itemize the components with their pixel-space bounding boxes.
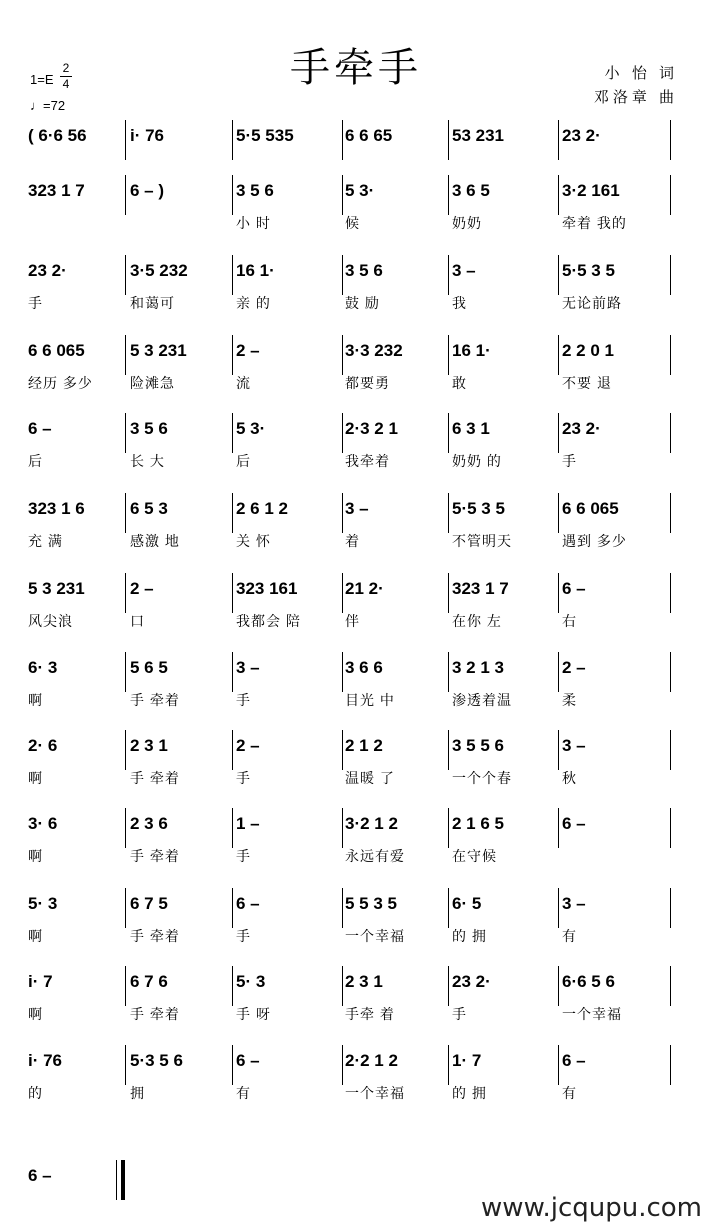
measure-notes: 1· 7 bbox=[452, 1051, 482, 1070]
barline bbox=[448, 966, 449, 1006]
composer-credit: 邓洛章 曲 bbox=[593, 89, 678, 106]
barline bbox=[232, 175, 233, 215]
measure-notes: 6 7 6 bbox=[130, 972, 168, 991]
measure-lyric: 有 bbox=[236, 1085, 251, 1101]
measure-notes: 323 1 7 bbox=[452, 579, 509, 598]
barline bbox=[342, 730, 343, 770]
measure-notes: 6 – bbox=[236, 1051, 260, 1070]
measure-notes: 5·5 3 5 bbox=[452, 499, 505, 518]
measure-lyric: 感激 地 bbox=[130, 533, 180, 549]
measure-lyric: 啊 bbox=[28, 1006, 43, 1022]
measure-notes: 3 5 6 bbox=[236, 181, 274, 200]
measure-lyric: 永远有爱 bbox=[345, 848, 405, 864]
barline bbox=[558, 1045, 559, 1085]
barline bbox=[342, 255, 343, 295]
measure-lyric: 我都会 陪 bbox=[236, 613, 301, 629]
barline bbox=[342, 175, 343, 215]
measure-lyric: 的 bbox=[28, 1085, 43, 1101]
barline bbox=[448, 888, 449, 928]
measure-lyric: 柔 bbox=[562, 692, 577, 708]
measure-notes: 3 – bbox=[236, 658, 260, 677]
measure-notes: 5 3 231 bbox=[28, 579, 85, 598]
measure-lyric: 右 bbox=[562, 613, 577, 629]
measure-notes: 6 3 1 bbox=[452, 419, 490, 438]
measure-notes: 6· 3 bbox=[28, 658, 58, 677]
barline bbox=[558, 966, 559, 1006]
measure-lyric: 温暖 了 bbox=[345, 770, 395, 786]
barline bbox=[125, 335, 126, 375]
measure-lyric: 都要勇 bbox=[345, 375, 390, 391]
measure-lyric: 手 bbox=[236, 692, 251, 708]
barline bbox=[125, 808, 126, 848]
barline bbox=[670, 730, 671, 770]
measure-notes: 2 – bbox=[236, 736, 260, 755]
measure-notes: 23 2· bbox=[562, 419, 601, 438]
measure-lyric: 敢 bbox=[452, 375, 467, 391]
measure-lyric: 长 大 bbox=[130, 453, 165, 469]
measure-lyric: 一个幸福 bbox=[562, 1006, 622, 1022]
barline bbox=[448, 255, 449, 295]
barline bbox=[125, 966, 126, 1006]
measure-notes: 6 – ) bbox=[130, 181, 165, 200]
barline bbox=[232, 1045, 233, 1085]
barline bbox=[558, 730, 559, 770]
measure-lyric: 一个个春 bbox=[452, 770, 512, 786]
barline bbox=[232, 652, 233, 692]
final-barline-thick bbox=[121, 1160, 125, 1200]
measure-lyric: 手 bbox=[236, 928, 251, 944]
measure-notes: 23 2· bbox=[562, 126, 601, 145]
measure-notes: 6 – bbox=[562, 1051, 586, 1070]
measure-lyric: 鼓 励 bbox=[345, 295, 380, 311]
key-signature: 1=E bbox=[30, 72, 54, 87]
barline bbox=[670, 413, 671, 453]
barline bbox=[342, 1045, 343, 1085]
measure-notes: 6 – bbox=[28, 1166, 52, 1185]
barline bbox=[558, 573, 559, 613]
measure-lyric: 遇到 多少 bbox=[562, 533, 627, 549]
barline bbox=[558, 888, 559, 928]
measure-lyric: 手 bbox=[562, 453, 577, 469]
measure-notes: 2· 6 bbox=[28, 736, 58, 755]
measure-notes: 21 2· bbox=[345, 579, 384, 598]
song-title: 手牵手 bbox=[290, 45, 422, 90]
measure-lyric: 手 bbox=[452, 1006, 467, 1022]
measure-lyric: 的 拥 bbox=[452, 928, 487, 944]
measure-notes: 2 6 1 2 bbox=[236, 499, 288, 518]
barline bbox=[232, 888, 233, 928]
measure-notes: 5·5 535 bbox=[236, 126, 294, 145]
measure-lyric: 渗透着温 bbox=[452, 692, 512, 708]
measure-lyric: 在守候 bbox=[452, 848, 497, 864]
barline bbox=[670, 335, 671, 375]
measure-notes: 3 5 6 bbox=[130, 419, 168, 438]
measure-notes: 3·3 232 bbox=[345, 341, 403, 360]
measure-lyric: 牵着 我的 bbox=[562, 215, 627, 231]
measure-lyric: 手 bbox=[236, 770, 251, 786]
measure-notes: 6·6 5 6 bbox=[562, 972, 615, 991]
barline bbox=[448, 120, 449, 160]
barline bbox=[125, 1045, 126, 1085]
measure-notes: 6· 5 bbox=[452, 894, 482, 913]
measure-notes: 3· 6 bbox=[28, 814, 58, 833]
measure-notes: i· 76 bbox=[28, 1051, 63, 1070]
measure-lyric: 关 怀 bbox=[236, 533, 271, 549]
measure-lyric: 手 牵着 bbox=[130, 692, 180, 708]
barline bbox=[342, 966, 343, 1006]
measure-notes: 2·2 1 2 bbox=[345, 1051, 398, 1070]
barline bbox=[232, 808, 233, 848]
barline bbox=[342, 493, 343, 533]
barline bbox=[125, 413, 126, 453]
barline bbox=[448, 1045, 449, 1085]
measure-lyric: 手牵 着 bbox=[345, 1006, 395, 1022]
barline bbox=[670, 573, 671, 613]
barline bbox=[670, 175, 671, 215]
measure-notes: 6 6 65 bbox=[345, 126, 393, 145]
barline bbox=[232, 120, 233, 160]
measure-notes: 3 – bbox=[452, 261, 476, 280]
measure-lyric: 亲 的 bbox=[236, 295, 271, 311]
measure-lyric: 奶奶 bbox=[452, 215, 482, 231]
barline bbox=[448, 493, 449, 533]
barline bbox=[125, 175, 126, 215]
measure-lyric: 一个幸福 bbox=[345, 928, 405, 944]
barline bbox=[342, 652, 343, 692]
barline bbox=[448, 808, 449, 848]
measure-notes: 3 6 5 bbox=[452, 181, 490, 200]
measure-notes: 323 161 bbox=[236, 579, 298, 598]
barline bbox=[558, 808, 559, 848]
measure-notes: 5 3 231 bbox=[130, 341, 187, 360]
barline bbox=[448, 413, 449, 453]
barline bbox=[125, 255, 126, 295]
barline bbox=[558, 120, 559, 160]
measure-notes: 3 5 6 bbox=[345, 261, 383, 280]
measure-notes: 6 5 3 bbox=[130, 499, 168, 518]
measure-lyric: 一个幸福 bbox=[345, 1085, 405, 1101]
measure-lyric: 手 牵着 bbox=[130, 848, 180, 864]
measure-lyric: 和蔼可 bbox=[130, 295, 175, 311]
measure-notes: 2 – bbox=[130, 579, 154, 598]
measure-lyric: 手 呀 bbox=[236, 1006, 271, 1022]
barline bbox=[670, 493, 671, 533]
barline bbox=[342, 413, 343, 453]
measure-lyric: 我 bbox=[452, 295, 467, 311]
measure-lyric: 手 牵着 bbox=[130, 1006, 180, 1022]
barline bbox=[125, 120, 126, 160]
barline bbox=[448, 730, 449, 770]
measure-notes: 6 7 5 bbox=[130, 894, 168, 913]
measure-notes: 2 3 1 bbox=[345, 972, 383, 991]
measure-notes: 23 2· bbox=[28, 261, 67, 280]
measure-notes: 6 – bbox=[28, 419, 52, 438]
measure-notes: ( 6·6 56 bbox=[28, 126, 87, 145]
measure-lyric: 目光 中 bbox=[345, 692, 395, 708]
measure-notes: 2·3 2 1 bbox=[345, 419, 398, 438]
barline bbox=[448, 335, 449, 375]
time-top: 2 bbox=[62, 61, 70, 75]
measure-lyric: 后 bbox=[28, 453, 43, 469]
barline bbox=[232, 255, 233, 295]
barline bbox=[232, 966, 233, 1006]
measure-lyric: 拥 bbox=[130, 1085, 145, 1101]
measure-lyric: 不要 退 bbox=[562, 375, 612, 391]
barline bbox=[232, 413, 233, 453]
measure-lyric: 充 满 bbox=[28, 533, 63, 549]
measure-lyric: 的 拥 bbox=[452, 1085, 487, 1101]
barline bbox=[125, 730, 126, 770]
measure-notes: 3 – bbox=[562, 894, 586, 913]
measure-notes: 2 – bbox=[236, 341, 260, 360]
measure-notes: 2 3 6 bbox=[130, 814, 168, 833]
tempo-mark: ♩=72 bbox=[30, 98, 66, 113]
measure-lyric: 秋 bbox=[562, 770, 577, 786]
barline bbox=[670, 652, 671, 692]
measure-lyric: 风尖浪 bbox=[28, 613, 73, 629]
measure-lyric: 流 bbox=[236, 375, 251, 391]
barline bbox=[232, 573, 233, 613]
barline bbox=[448, 175, 449, 215]
measure-notes: 6 6 065 bbox=[562, 499, 619, 518]
measure-lyric: 不管明天 bbox=[452, 533, 512, 549]
barline bbox=[670, 1045, 671, 1085]
barline bbox=[558, 255, 559, 295]
measure-notes: 3 2 1 3 bbox=[452, 658, 504, 677]
time-signature bbox=[60, 62, 72, 91]
barline bbox=[232, 493, 233, 533]
measure-notes: 5 3· bbox=[345, 181, 375, 200]
measure-notes: i· 7 bbox=[28, 972, 53, 991]
measure-notes: 5· 3 bbox=[236, 972, 266, 991]
measure-lyric: 有 bbox=[562, 1085, 577, 1101]
barline bbox=[670, 255, 671, 295]
barline bbox=[342, 120, 343, 160]
barline bbox=[558, 413, 559, 453]
measure-notes: 3 – bbox=[562, 736, 586, 755]
barline bbox=[670, 120, 671, 160]
measure-lyric: 啊 bbox=[28, 848, 43, 864]
website-watermark: www.jcqupu.com bbox=[481, 1193, 702, 1223]
measure-lyric: 我牵着 bbox=[345, 453, 390, 469]
measure-notes: 1 – bbox=[236, 814, 260, 833]
measure-notes: 2 2 0 1 bbox=[562, 341, 614, 360]
barline bbox=[558, 175, 559, 215]
measure-notes: 6 – bbox=[236, 894, 260, 913]
measure-notes: 6 6 065 bbox=[28, 341, 85, 360]
measure-lyric: 在你 左 bbox=[452, 613, 502, 629]
measure-notes: 3·2 161 bbox=[562, 181, 620, 200]
measure-notes: 5 3· bbox=[236, 419, 266, 438]
measure-notes: 323 1 7 bbox=[28, 181, 85, 200]
barline bbox=[558, 335, 559, 375]
measure-notes: 2 – bbox=[562, 658, 586, 677]
barline bbox=[125, 652, 126, 692]
measure-notes: 6 – bbox=[562, 579, 586, 598]
measure-lyric: 无论前路 bbox=[562, 295, 622, 311]
measure-lyric: 啊 bbox=[28, 770, 43, 786]
measure-lyric: 候 bbox=[345, 215, 360, 231]
lyricist-credit: 小 怡 词 bbox=[604, 65, 678, 82]
barline bbox=[342, 808, 343, 848]
barline bbox=[670, 888, 671, 928]
measure-notes: 3·5 232 bbox=[130, 261, 188, 280]
barline bbox=[448, 573, 449, 613]
measure-lyric: 啊 bbox=[28, 692, 43, 708]
barline bbox=[342, 573, 343, 613]
barline bbox=[125, 888, 126, 928]
measure-lyric: 手 牵着 bbox=[130, 770, 180, 786]
measure-lyric: 手 牵着 bbox=[130, 928, 180, 944]
barline bbox=[125, 493, 126, 533]
measure-notes: 3 5 5 6 bbox=[452, 736, 504, 755]
measure-lyric: 险滩急 bbox=[130, 375, 175, 391]
measure-notes: 5 6 5 bbox=[130, 658, 168, 677]
barline bbox=[670, 808, 671, 848]
barline bbox=[342, 888, 343, 928]
measure-lyric: 奶奶 的 bbox=[452, 453, 502, 469]
barline bbox=[125, 573, 126, 613]
measure-lyric: 伴 bbox=[345, 613, 360, 629]
measure-lyric: 小 时 bbox=[236, 215, 271, 231]
measure-notes: 16 1· bbox=[452, 341, 491, 360]
barline bbox=[558, 652, 559, 692]
barline bbox=[448, 652, 449, 692]
measure-lyric: 着 bbox=[345, 533, 360, 549]
measure-notes: 323 1 6 bbox=[28, 499, 85, 518]
measure-lyric: 手 bbox=[236, 848, 251, 864]
measure-notes: 5· 3 bbox=[28, 894, 58, 913]
measure-lyric: 经历 多少 bbox=[28, 375, 93, 391]
barline bbox=[232, 730, 233, 770]
measure-notes: 5·3 5 6 bbox=[130, 1051, 183, 1070]
measure-notes: 53 231 bbox=[452, 126, 504, 145]
measure-notes: 16 1· bbox=[236, 261, 275, 280]
barline bbox=[558, 493, 559, 533]
measure-notes: 3 6 6 bbox=[345, 658, 383, 677]
measure-notes: 5 5 3 5 bbox=[345, 894, 397, 913]
measure-lyric: 后 bbox=[236, 453, 251, 469]
barline bbox=[670, 966, 671, 1006]
measure-lyric: 手 bbox=[28, 295, 43, 311]
measure-notes: 2 1 6 5 bbox=[452, 814, 504, 833]
measure-notes: 3·2 1 2 bbox=[345, 814, 398, 833]
measure-notes: 23 2· bbox=[452, 972, 491, 991]
measure-lyric: 口 bbox=[130, 613, 145, 629]
measure-notes: 2 3 1 bbox=[130, 736, 168, 755]
measure-notes: 3 – bbox=[345, 499, 369, 518]
measure-notes: 6 – bbox=[562, 814, 586, 833]
barline bbox=[232, 335, 233, 375]
measure-notes: 5·5 3 5 bbox=[562, 261, 615, 280]
measure-notes: 2 1 2 bbox=[345, 736, 383, 755]
final-barline-thin bbox=[116, 1160, 117, 1200]
measure-lyric: 有 bbox=[562, 928, 577, 944]
measure-lyric: 啊 bbox=[28, 928, 43, 944]
time-bottom: 4 bbox=[62, 77, 70, 91]
barline bbox=[342, 335, 343, 375]
measure-notes: i· 76 bbox=[130, 126, 165, 145]
